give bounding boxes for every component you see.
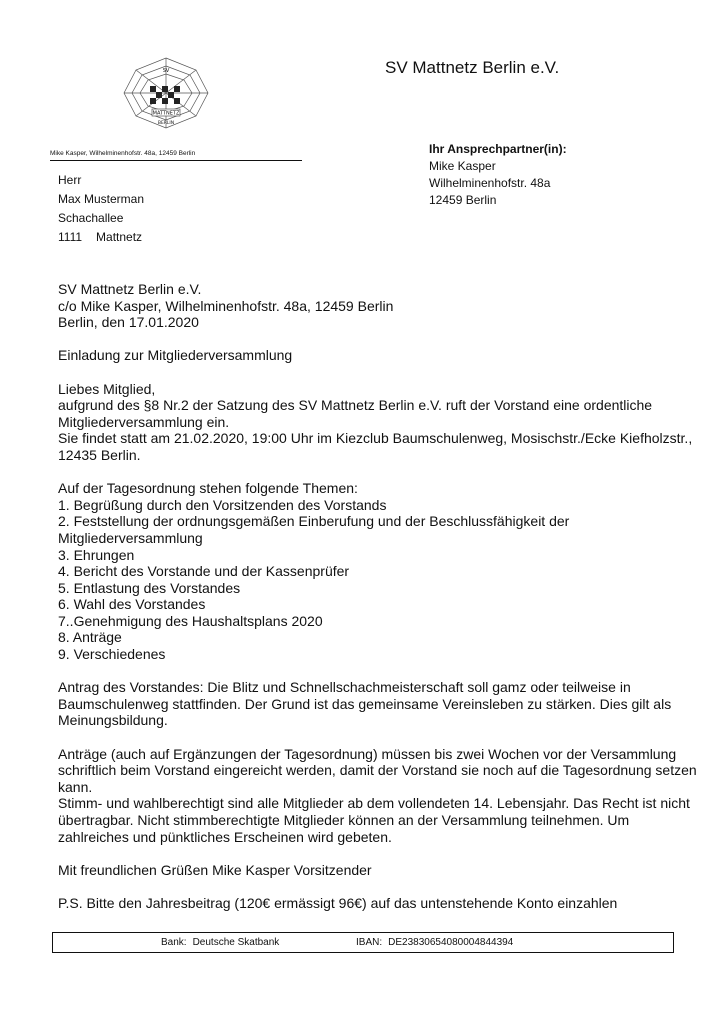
letter-sender-block bbox=[58, 281, 698, 331]
letter-subject: Einladung zur Mitgliederversammlung bbox=[58, 347, 293, 364]
letter-body bbox=[58, 281, 698, 928]
letter-intro: aufgrund des §8 Nr.2 der Satzung des SV Mattnetz Berlin e.V. ruft der Vorstand eine ordentliche Mitgliederversammlung ein. bbox=[58, 397, 653, 430]
letter-org-name: SV Mattnetz Berlin e.V. bbox=[58, 281, 202, 297]
agenda-item: 1. Begrüßung durch den Vorsitzenden des Vorstands bbox=[58, 496, 387, 513]
letter-place-date: Berlin, den 17.01.2020 bbox=[58, 314, 199, 331]
agenda-item: 5. Entlastung des Vorstandes bbox=[58, 579, 241, 596]
recipient-salutation: Herr bbox=[58, 173, 82, 187]
letter-closing: Mit freundlichen Grüßen Mike Kasper Vorsitzender bbox=[58, 861, 372, 878]
agenda-section bbox=[58, 480, 698, 663]
voting-rights: Stimm- und wahlberechtigt sind alle Mitglieder ab dem vollendeten 14. Lebensjahr. Das Recht ist nicht übertragbar. Nicht stimmberechtigte Mitglieder können an der Versammlung teilnehmen. Um zahlreiches und pünktliches Erscheinen wird gebeten. bbox=[58, 795, 690, 845]
sender-divider bbox=[50, 160, 302, 161]
iban-field bbox=[356, 937, 513, 948]
board-motion: Antrag des Vorstandes: Die Blitz und Schnellschachmeisterschaft soll gamz oder teilweise in Baumschulenweg stattfinden. Der Grund ist das gemeinsame Vereinsleben zu stärken. Dies gilt als Meinungsbildung. bbox=[58, 679, 672, 729]
sender-return-address: Mike Kasper, Wilhelminenhofstr. 48a, 12459 Berlin bbox=[50, 150, 196, 157]
recipient-city: Mattnetz bbox=[96, 230, 143, 244]
agenda-item: 9. Verschiedenes bbox=[58, 646, 166, 663]
recipient-zip: 1111 bbox=[58, 230, 83, 244]
bank-name: Deutsche Skatbank bbox=[192, 937, 280, 948]
contact-name: Mike Kasper bbox=[429, 159, 496, 173]
agenda-item: 2. Feststellung der ordnungsgemäßen Einberufung und der Beschlussfähigkeit der Mitgliederversammlung bbox=[58, 513, 570, 546]
recipient-name: Max Musterman bbox=[58, 192, 145, 206]
contact-heading: Ihr Ansprechpartner(in): bbox=[429, 142, 567, 156]
contact-street: Wilhelminenhofstr. 48a bbox=[429, 176, 551, 190]
recipient-zip-city bbox=[58, 228, 144, 247]
agenda-item: 3. Ehrungen bbox=[58, 546, 135, 563]
agenda-item: 7..Genehmigung des Haushaltsplans 2020 bbox=[58, 612, 323, 629]
bank-label: Bank: bbox=[161, 937, 187, 948]
motions-deadline: Anträge (auch auf Ergänzungen der Tagesordnung) müssen bis zwei Wochen vor der Versammlung schriftlich beim Vorstand eingereicht werden, damit der Vorstand sie noch auf die Tagesordnung setzen kann. bbox=[58, 745, 697, 795]
motions-and-voting bbox=[58, 746, 698, 846]
letter-intro-paragraph bbox=[58, 381, 698, 464]
letter-postscript: P.S. Bitte den Jahresbeitrag (120€ ermässigt 96€) auf das untenstehende Konto einzahlen bbox=[58, 894, 618, 911]
agenda-item: 6. Wahl des Vorstandes bbox=[58, 596, 206, 613]
letter-co-line: c/o Mike Kasper, Wilhelminenhofstr. 48a, 12459 Berlin bbox=[58, 297, 394, 314]
agenda-item: 8. Anträge bbox=[58, 629, 122, 646]
recipient-street: Schachallee bbox=[58, 211, 124, 225]
letter-greeting: Liebes Mitglied, bbox=[58, 380, 156, 397]
logo-text: MATTNETZ bbox=[152, 110, 180, 117]
agenda-list bbox=[58, 497, 698, 663]
contact-city: 12459 Berlin bbox=[429, 193, 497, 207]
agenda-item: 4. Bericht des Vorstande und der Kassenprüfer bbox=[58, 563, 350, 580]
letter-venue: Sie findet statt am 21.02.2020, 19:00 Uhr im Kiezclub Baumschulenweg, Mosischstr./Ecke Kiefholzstr., 12435 Berlin. bbox=[58, 430, 693, 463]
bank-details-box bbox=[52, 932, 674, 953]
iban-label: IBAN: bbox=[356, 937, 383, 948]
club-logo bbox=[122, 56, 210, 130]
svg-text:BERLIN: BERLIN bbox=[157, 121, 175, 126]
svg-text:SV: SV bbox=[162, 68, 170, 74]
bank-name-field bbox=[161, 937, 279, 948]
recipient-address bbox=[58, 171, 144, 247]
agenda-intro: Auf der Tagesordnung stehen folgende Themen: bbox=[58, 480, 358, 497]
iban-value: DE23830654080004844394 bbox=[388, 937, 514, 948]
letterhead-title: SV Mattnetz Berlin e.V. bbox=[385, 58, 560, 77]
contact-person-block bbox=[429, 141, 567, 209]
